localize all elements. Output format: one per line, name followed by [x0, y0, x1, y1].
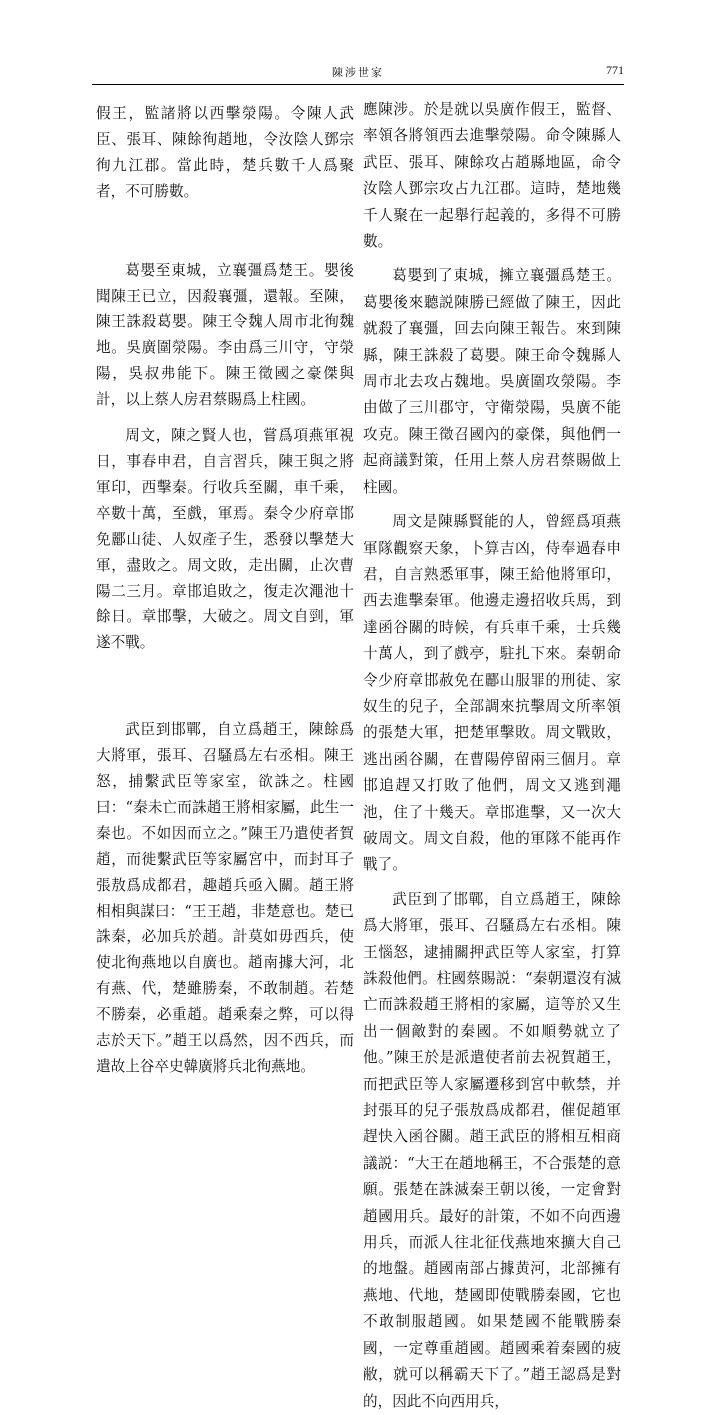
modern-paragraph-4: 武臣到了邯鄲，自立爲趙王，陳餘爲大將軍，張耳、召騷爲左右丞相。陳王惱怒，逮捕關押武臣等人家室，打算誅殺他們。柱國蔡賜説：“秦朝還沒有滅亡而誅殺趙王將相的家屬，這等於又生出一個敵對的秦國。不如順勢就立了他。”陳王於是派遣使者前去祝賀趙王，而把武臣等人家屬遷移到宮中軟禁，并封張耳的兒子張敖爲成都君，催促趙軍趕快入函谷關。趙王武臣的將相互相商議説：“大王在趙地稱王，不合張楚的意願。張楚在誅滅秦王朝以後，一定會對趙國用兵。最好的計策，不如不向西邊用兵，而派人往北征伐燕地來擴大自己的地盤。趙國南部占據黄河，北部擁有燕地、代地，楚國即使戰勝秦國，它也不敢制服趙國。如果楚國不能戰勝秦國，一定尊重趙國。趙國乘着秦國的疲敝，就可以稱霸天下了。”趙王認爲是對的，因此不向西用兵， [363, 890, 621, 1410]
paragraph-gap [363, 255, 621, 263]
classical-paragraph-4: 武臣到邯鄲，自立爲趙王，陳餘爲大將軍，張耳、召騷爲左右丞相。陳王怒，捕繫武臣等家室，欲誅之。柱國曰：“秦未亡而誅趙王將相家屬，此生一秦也。不如因而立之。”陳王乃遣使者賀趙，而徙繫武臣等家屬宮中，而封耳子張敖爲成都君，趣趙兵亟入關。趙王將相相與謀曰：“王王趙，非楚意也。楚已誅秦，必加兵於趙。計莫如毋西兵，使使北徇燕地以自廣也。趙南據大河，北有燕、代，楚雖勝秦，不敢制趙。若楚不勝秦，必重趙。趙乘秦之弊，可以得志於天下。”趙王以爲然，因不西兵，而遣故上谷卒史韓廣將兵北徇燕地。 [96, 721, 354, 1075]
modern-paragraph-1: 應陳涉。於是就以吳廣作假王，監督、率領各將領西去進擊滎陽。命令陳縣人武臣、張耳、陳餘攻占趙縣地區，命令汝陰人鄧宗攻占九江郡。這時，楚地幾千人聚在一起舉行起義的，多得不可勝數。 [363, 101, 621, 251]
paragraph-gap [363, 501, 621, 509]
modern-paragraph-2: 葛嬰到了東城，擁立襄彊爲楚王。葛嬰後來聽説陳勝已經做了陳王，因此就殺了襄彊，回去向陳王報告。來到陳縣，陳王誅殺了葛嬰。陳王命令魏縣人周市北去攻占魏地。吳廣圍攻滎陽。李由做了三川郡守，守衛滎陽，吳廣不能攻克。陳王徵召國內的豪傑，與他們一起商議對策，任用上蔡人房君蔡賜做上柱國。 [363, 267, 621, 496]
page-header [92, 60, 624, 85]
page-number: 771 [606, 63, 624, 77]
paragraph-gap [96, 205, 354, 258]
modern-translation-column [363, 97, 621, 1415]
classical-paragraph-2: 葛嬰至東城，立襄彊爲楚王。嬰後聞陳王已立，因殺襄彊，還報。至陳，陳王誅殺葛嬰。陳王令魏人周市北徇魏地。吳廣圍滎陽。李由爲三川守，守滎陽，吳叔弗能下。陳王徵國之豪傑與計，以上蔡人房君蔡賜爲上柱國。 [96, 261, 354, 409]
classical-paragraph-1: 假王，監諸將以西擊滎陽。令陳人武臣、張耳、陳餘徇趙地，令汝陰人鄧宗徇九江郡。當此時，楚兵數千人爲聚者，不可勝數。 [96, 105, 354, 200]
paragraph-gap [363, 879, 621, 887]
paragraph-gap [96, 656, 354, 717]
classical-text-column [96, 101, 354, 1080]
classical-paragraph-3: 周文，陳之賢人也，嘗爲項燕軍視日，事春申君，自言習兵，陳王與之將軍印，西擊秦。行收兵至關，車千乘，卒數十萬，至戲，軍焉。秦令少府章邯免酈山徒、人奴產子生，悉發以擊楚大軍，盡敗之。周文敗，走出關，止次曹陽二三月。章邯追敗之，復走次澠池十餘日。章邯擊，大破之。周文自剄，軍遂不戰。 [96, 427, 354, 652]
modern-paragraph-3: 周文是陳縣賢能的人，曾經爲項燕軍隊觀察天象，卜算吉凶，侍奉過春申君，自言熟悉軍事，陳王給他將軍印，西去進擊秦軍。他邊走邊招收兵馬，到達函谷關的時候，有兵車千乘，士兵幾十萬人，到了戲亭，駐扎下來。秦朝命令少府章邯赦免在酈山服罪的刑徒、家奴生的兒子，全部調來抗擊周文所率領的張楚大軍，把楚軍擊敗。周文戰敗，逃出函谷關，在曹陽停留兩三個月。章邯追趕又打敗了他們，周文又逃到澠池，住了十幾天。章邯進擊，又一次大破周文。周文自殺，他的軍隊不能再作戰了。 [363, 513, 621, 874]
running-title: 陳涉世家 [332, 66, 384, 79]
paragraph-gap [96, 413, 354, 423]
